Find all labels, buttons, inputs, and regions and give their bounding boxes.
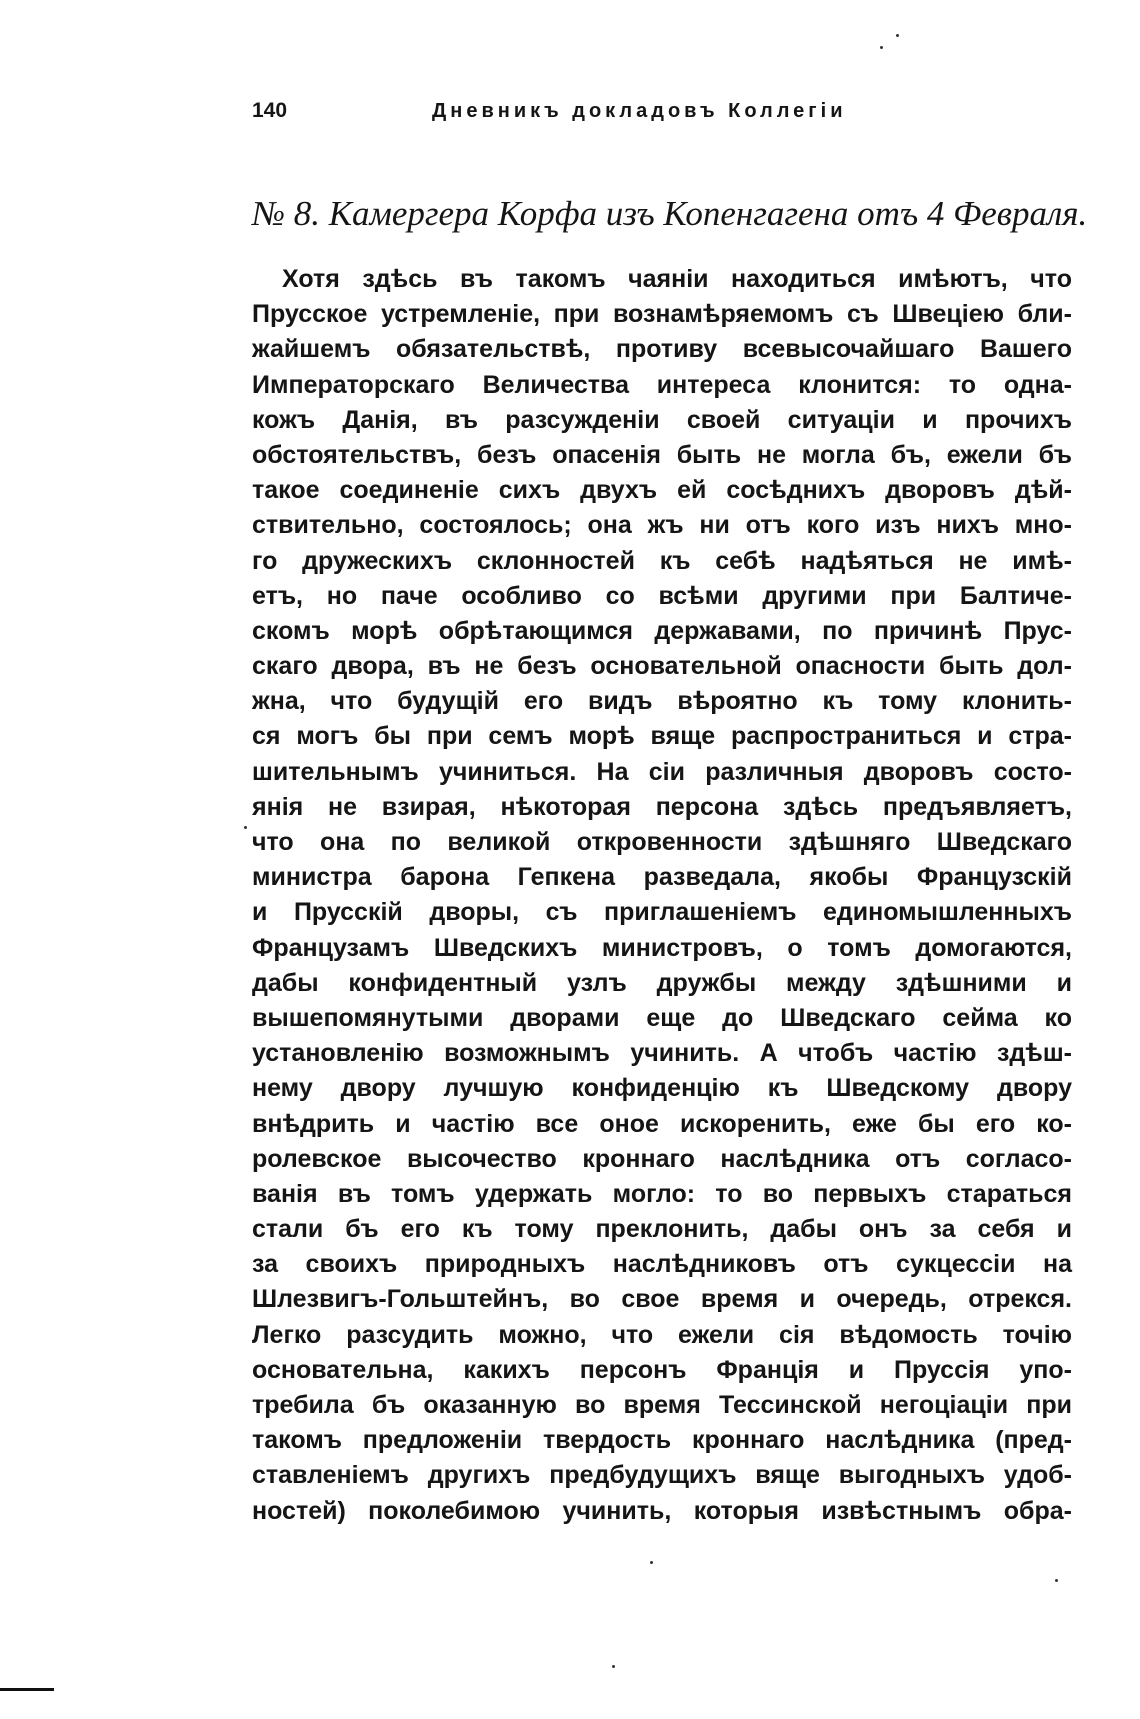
text-line: ванія въ томъ удержать могло: то во первыхъ стараться xyxy=(252,1179,1072,1208)
text-line: жна, что будущій его видъ вѣроятно къ тому клонить- xyxy=(252,687,1072,716)
scan-edge-mark xyxy=(0,1688,54,1691)
text-line: такое соединеніе сихъ двухъ ей сосѣднихъ дворовъ дѣй- xyxy=(252,476,1072,505)
text-line: Прусское устремленіе, при вознамѣряемомъ съ Швеціею бли- xyxy=(252,300,1072,329)
text-line: ставленіемъ другихъ предбудущихъ вяще выгодныхъ удоб- xyxy=(252,1461,1072,1490)
body-text xyxy=(252,262,1072,1529)
text-line: жайшемъ обязательствѣ, противу всевысочайшаго Вашего xyxy=(252,335,1072,364)
text-line: скаго двора, въ не безъ основательной опасности быть дол- xyxy=(252,652,1072,681)
text-line: ролевское высочество кроннаго наслѣдника отъ согласо- xyxy=(252,1144,1072,1173)
text-line: министра барона Гепкена разведала, якобы Французскій xyxy=(252,863,1072,892)
text-line: Хотя здѣсь въ такомъ чаяніи находиться имѣютъ, что xyxy=(282,265,1072,293)
scan-speck xyxy=(244,826,247,829)
text-line: скомъ морѣ обрѣтающимся державами, по причинѣ Прус- xyxy=(252,616,1072,645)
text-line: стали бъ его къ тому преклонить, дабы онъ за себя и xyxy=(252,1215,1072,1244)
text-line: ностей) поколебимою учинить, которыя извѣстнымъ обра- xyxy=(252,1496,1072,1525)
scan-speck xyxy=(896,34,899,37)
text-line: шительнымъ учиниться. На сіи различныя дворовъ состо- xyxy=(252,757,1072,786)
text-line: Французамъ Шведскихъ министровъ, о томъ домогаются, xyxy=(252,933,1072,962)
text-line: вышепомянутыми дворами еще до Шведскаго сейма ко xyxy=(252,1003,1072,1032)
text-line: Императорскаго Величества интереса клонится: то одна- xyxy=(252,370,1072,399)
text-line: что она по великой откровенности здѣшняго Шведскаго xyxy=(252,828,1072,856)
scan-speck xyxy=(650,1561,653,1564)
text-line: го дружескихъ склонностей къ себѣ надѣяться не имѣ- xyxy=(252,546,1072,575)
text-line: ствительно, состоялось; она жъ ни отъ кого изъ нихъ мно- xyxy=(252,511,1072,540)
page-number: 140 xyxy=(252,99,288,122)
text-line: и Прусскій дворы, съ приглашеніемъ единомышленныхъ xyxy=(252,898,1072,927)
text-line: дабы конфидентный узлъ дружбы между здѣшними и xyxy=(252,968,1072,997)
text-line: кожъ Данія, въ разсужденіи своей ситуаціи и прочихъ xyxy=(252,405,1072,434)
text-line: етъ, но паче особливо со всѣми другими при Балтиче- xyxy=(252,581,1072,610)
text-line: за своихъ природныхъ наслѣдниковъ отъ сукцессіи на xyxy=(252,1250,1072,1279)
text-line: требила бъ оказанную во время Тессинской негоціаціи при xyxy=(252,1391,1072,1419)
text-line: внѣдрить и частію все оное искоренить, еже бы его ко- xyxy=(252,1109,1072,1138)
text-line: нему двору лучшую конфиденцію къ Шведскому двору xyxy=(252,1074,1072,1103)
text-line: основательна, какихъ персонъ Франція и Пруссія упо- xyxy=(252,1355,1072,1384)
section-heading: № 8. Камергера Корфа изъ Копенгагена отъ 4 Февраля. xyxy=(252,194,1088,233)
scan-speck xyxy=(880,46,883,49)
text-line: такомъ предложеніи твердость кроннаго наслѣдника (пред- xyxy=(252,1426,1072,1455)
text-line: ся могъ бы при семъ морѣ вяще распространиться и стра- xyxy=(252,722,1072,751)
text-line: установленію возможнымъ учинить. А чтобъ частію здѣш- xyxy=(252,1039,1072,1068)
text-line: Шлезвигъ-Гольштейнъ, во свое время и очередь, отрекся. xyxy=(252,1285,1072,1314)
scan-speck xyxy=(612,1665,615,1668)
running-head xyxy=(252,96,892,128)
running-title: Дневникъ докладовъ Коллегіи xyxy=(432,100,847,122)
text-line: янія не взирая, нѣкоторая персона здѣсь предъявляетъ, xyxy=(252,792,1072,821)
text-line: обстоятельствъ, безъ опасенія быть не могла бъ, ежели бъ xyxy=(252,440,1072,469)
text-line: Легко разсудить можно, что ежели сія вѣдомость точію xyxy=(252,1320,1072,1349)
scan-speck xyxy=(1055,1579,1058,1582)
